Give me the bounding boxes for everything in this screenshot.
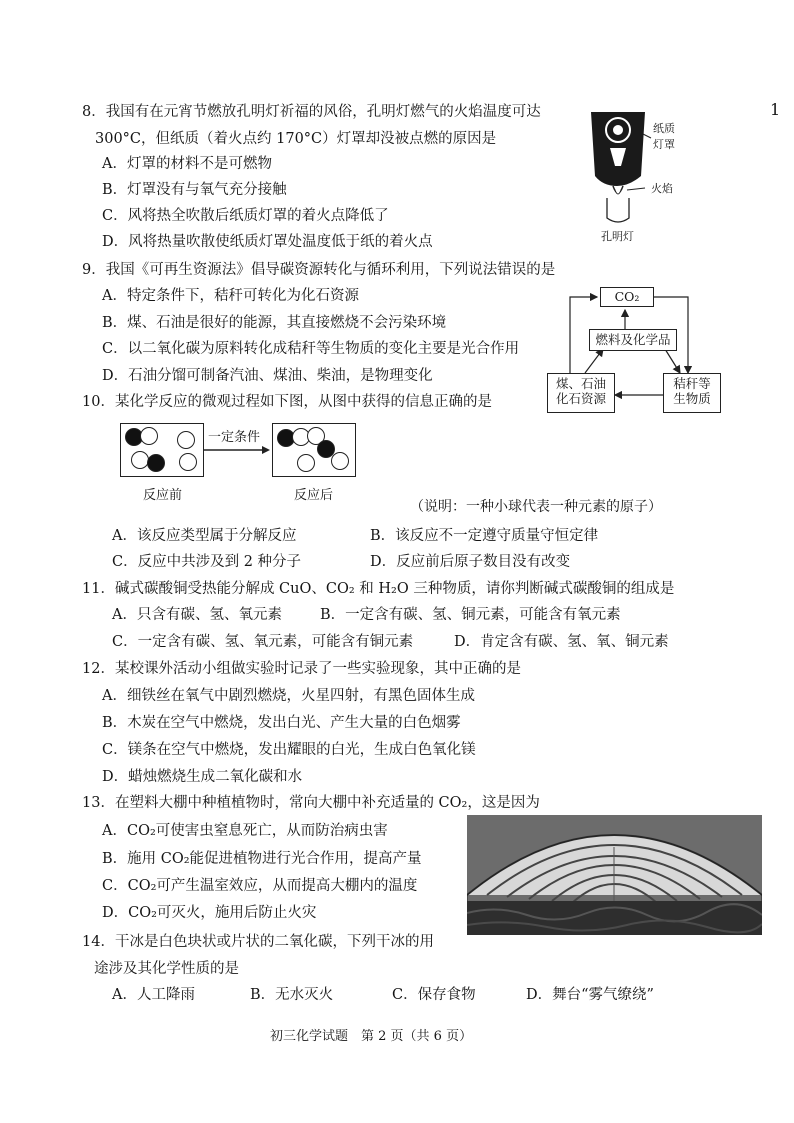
greenhouse-photo: [467, 815, 762, 935]
q10-note: （说明：一种小球代表一种元素的原子）: [410, 499, 662, 515]
cycle-node-co2: CO₂: [600, 287, 654, 307]
atom-dark: [147, 454, 165, 472]
q9-stem: 9．我国《可再生资源法》倡导碳资源转化与循环利用，下列说法错误的是: [82, 262, 556, 278]
q13-option-a: A．CO₂可使害虫窒息死亡，从而防治病虫害: [102, 823, 388, 839]
cycle-node-fossil-line2: 化石资源: [555, 391, 606, 406]
q10-option-a: A．该反应类型属于分解反应: [112, 528, 297, 544]
q11-option-d: D．肯定含有碳、氢、氧、铜元素: [454, 634, 669, 650]
q11-option-c: C．一定含有碳、氢、氧元素，可能含有铜元素: [112, 634, 414, 650]
reaction-after-box: [272, 423, 356, 477]
q8-stem-line2: 300°C，但纸质（着火点约 170°C）灯罩却没被点燃的原因是: [95, 131, 497, 147]
greenhouse-image: [467, 815, 762, 935]
q10-option-c: C．反应中共涉及到 2 种分子: [112, 554, 302, 570]
lantern-label-flame: 火焰: [651, 182, 673, 195]
q9-option-d: D．石油分馏可制备汽油、煤油、柴油，是物理变化: [102, 368, 433, 384]
q11-option-b: B．一定含有碳、氢、铜元素，可能含有氧元素: [320, 607, 621, 623]
sky-lantern-figure: [585, 108, 705, 248]
q13-option-d: D．CO₂可灭火，施用后防止火灾: [102, 905, 317, 921]
reaction-arrow-icon: [204, 445, 270, 455]
q8-option-c: C．风将热全吹散后纸质灯罩的着火点降低了: [102, 208, 389, 224]
q14-option-a: A．人工降雨: [112, 987, 195, 1003]
page-footer: 初三化学试题 第 2 页（共 6 页）: [270, 1029, 473, 1044]
cycle-node-biomass-line2: 生物质: [673, 391, 711, 406]
q14-option-d: D．舞台“雾气缭绕”: [526, 987, 654, 1003]
q10-stem: 10．某化学反应的微观过程如下图，从图中获得的信息正确的是: [82, 394, 492, 410]
q12-option-b: B．木炭在空气中燃烧，发出白光、产生大量的白色烟雾: [102, 715, 461, 731]
sky-lantern-icon: [585, 108, 705, 248]
atom-white: [140, 427, 158, 445]
atom-white: [177, 431, 195, 449]
lantern-label-paper-1: 纸质: [653, 122, 675, 135]
lantern-caption: 孔明灯: [601, 230, 634, 243]
q10-option-d: D．反应前后原子数目没有改变: [370, 554, 571, 570]
cycle-node-fossil-line1: 煤、石油: [555, 376, 606, 391]
q14-stem-line1: 14．干冰是白色块状或片状的二氧化碳，下列干冰的用: [82, 934, 434, 950]
atom-white: [331, 452, 349, 470]
q8-stem-line1: 8．我国有在元宵节燃放孔明灯祈福的风俗，孔明灯燃气的火焰温度可达: [82, 104, 541, 120]
q9-option-c: C．以二氧化碳为原料转化成秸秆等生物质的变化主要是光合作用: [102, 341, 520, 357]
cycle-node-biomass: [663, 373, 721, 413]
reaction-before-box: [120, 423, 204, 477]
q14-option-c: C．保存食物: [392, 987, 476, 1003]
q8-option-b: B．灯罩没有与氧气充分接触: [102, 182, 287, 198]
q12-option-a: A．细铁丝在氧气中剧烈燃烧，火星四射，有黑色固体生成: [102, 688, 475, 704]
page-number: 1: [770, 100, 781, 119]
reaction-after-label: 反应后: [294, 488, 334, 503]
q9-option-a: A．特定条件下，秸秆可转化为化石资源: [102, 288, 359, 304]
q11-stem: 11．碱式碳酸铜受热能分解成 CuO、CO₂ 和 H₂O 三种物质，请你判断碱式碳酸铜的组成是: [82, 581, 675, 597]
q13-option-c: C．CO₂可产生温室效应，从而提高大棚内的温度: [102, 878, 418, 894]
cycle-node-fossil: [547, 373, 615, 413]
q8-option-a: A．灯罩的材料不是可燃物: [102, 156, 272, 172]
cycle-node-fuel: 燃料及化学品: [589, 329, 677, 351]
q12-option-c: C．镁条在空气中燃烧，发出耀眼的白光，生成白色氧化镁: [102, 742, 476, 758]
q12-option-d: D．蜡烛燃烧生成二氧化碳和水: [102, 769, 303, 785]
q9-option-b: B．煤、石油是很好的能源，其直接燃烧不会污染环境: [102, 315, 447, 331]
q13-option-b: B．施用 CO₂能促进植物进行光合作用，提高产量: [102, 851, 422, 867]
reaction-condition-label: 一定条件: [208, 430, 261, 445]
atom-white: [179, 453, 197, 471]
q14-stem-line2: 途涉及其化学性质的是: [94, 961, 239, 977]
carbon-cycle-diagram: [535, 283, 730, 418]
q14-option-b: B．无水灭火: [250, 987, 334, 1003]
q11-option-a: A．只含有碳、氢、氧元素: [112, 607, 282, 623]
q13-stem: 13．在塑料大棚中种植植物时，常向大棚中补充适量的 CO₂，这是因为: [82, 795, 540, 811]
reaction-before-label: 反应前: [143, 488, 183, 503]
atom-white: [297, 454, 315, 472]
cycle-node-biomass-line1: 秸秆等: [673, 376, 711, 391]
q8-option-d: D．风将热量吹散使纸质灯罩处温度低于纸的着火点: [102, 234, 433, 250]
q10-option-b: B．该反应不一定遵守质量守恒定律: [370, 528, 599, 544]
lantern-label-paper-2: 灯罩: [653, 138, 675, 151]
q12-stem: 12．某校课外活动小组做实验时记录了一些实验现象，其中正确的是: [82, 661, 521, 677]
